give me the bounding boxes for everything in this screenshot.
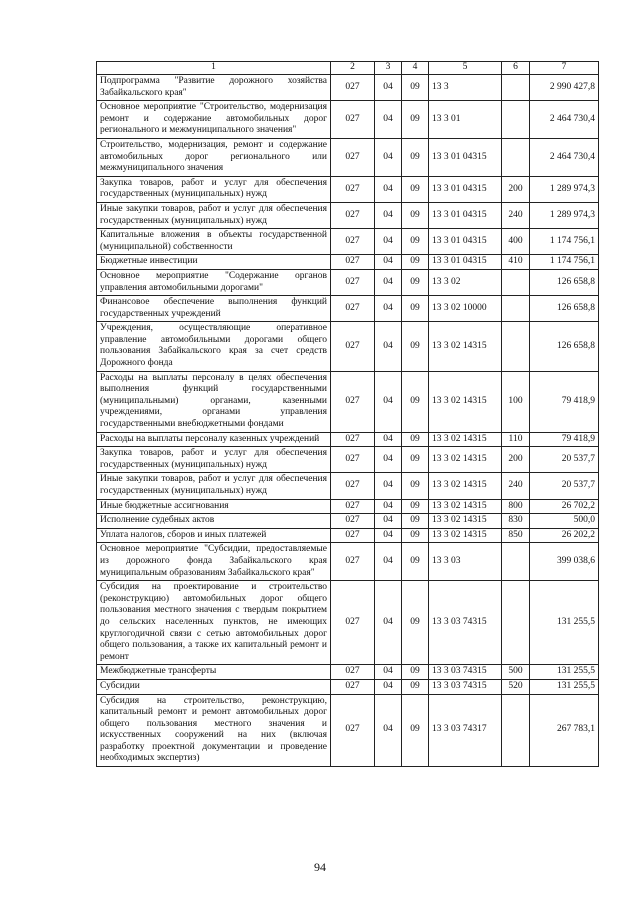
- header-cell: 1: [97, 62, 331, 75]
- subsection-code-cell: 09: [402, 473, 429, 499]
- row-name-cell: Основное мероприятие "Строительство, модернизация ремонт и содержание автомобильных дорог регионального и межмуниципального значения": [97, 101, 331, 139]
- chapter-code-cell: 027: [331, 581, 375, 665]
- section-code-cell: 04: [375, 75, 402, 101]
- chapter-code-cell: 027: [331, 543, 375, 581]
- row-name-cell: Закупка товаров, работ и услуг для обеспечения государственных (муниципальных) нужд: [97, 447, 331, 473]
- target-article-cell: 13 3 02 10000: [429, 296, 502, 322]
- target-article-cell: 13 3 01 04315: [429, 138, 502, 176]
- expense-type-cell: 200: [502, 176, 530, 202]
- amount-cell: 126 658,8: [530, 296, 599, 322]
- target-article-cell: 13 3 02 14315: [429, 371, 502, 432]
- header-cell: 3: [375, 62, 402, 75]
- chapter-code-cell: 027: [331, 499, 375, 514]
- chapter-code-cell: 027: [331, 447, 375, 473]
- section-code-cell: 04: [375, 229, 402, 255]
- section-code-cell: 04: [375, 694, 402, 767]
- table-row: [97, 269, 599, 295]
- row-name-cell: Субсидии: [97, 679, 331, 694]
- row-name-cell: Межбюджетные трансферты: [97, 665, 331, 680]
- table-row: [97, 473, 599, 499]
- amount-cell: 1 289 974,3: [530, 202, 599, 228]
- table-row: [97, 75, 599, 101]
- chapter-code-cell: 027: [331, 665, 375, 680]
- amount-cell: 26 702,2: [530, 499, 599, 514]
- amount-cell: 500,0: [530, 514, 599, 529]
- table-row: [97, 432, 599, 447]
- chapter-code-cell: 027: [331, 371, 375, 432]
- section-code-cell: 04: [375, 432, 402, 447]
- table-row: [97, 447, 599, 473]
- row-name-cell: Бюджетные инвестиции: [97, 255, 331, 270]
- chapter-code-cell: 027: [331, 322, 375, 371]
- chapter-code-cell: 027: [331, 202, 375, 228]
- expense-type-cell: [502, 296, 530, 322]
- target-article-cell: 13 3 02 14315: [429, 322, 502, 371]
- section-code-cell: 04: [375, 322, 402, 371]
- section-code-cell: 04: [375, 371, 402, 432]
- expense-type-cell: [502, 101, 530, 139]
- table-row: [97, 322, 599, 371]
- expense-type-cell: 520: [502, 679, 530, 694]
- chapter-code-cell: 027: [331, 528, 375, 543]
- amount-cell: 26 202,2: [530, 528, 599, 543]
- row-name-cell: Учреждения, осуществляющие оперативное управление автомобильными дорогами общего пользования Забайкальского края за счет средств Дорожного фонда: [97, 322, 331, 371]
- expense-type-cell: [502, 543, 530, 581]
- expense-type-cell: [502, 138, 530, 176]
- row-name-cell: Основное мероприятие "Субсидии, предоставляемые из дорожного фонда Забайкальского края муниципальным образованиям Забайкальского края": [97, 543, 331, 581]
- amount-cell: 399 038,6: [530, 543, 599, 581]
- target-article-cell: 13 3 03: [429, 543, 502, 581]
- expense-type-cell: [502, 322, 530, 371]
- subsection-code-cell: 09: [402, 296, 429, 322]
- table-row: [97, 202, 599, 228]
- expense-type-cell: [502, 269, 530, 295]
- subsection-code-cell: 09: [402, 371, 429, 432]
- target-article-cell: 13 3 02 14315: [429, 514, 502, 529]
- expense-type-cell: 200: [502, 447, 530, 473]
- subsection-code-cell: 09: [402, 322, 429, 371]
- expense-type-cell: 110: [502, 432, 530, 447]
- section-code-cell: 04: [375, 255, 402, 270]
- amount-cell: 1 174 756,1: [530, 255, 599, 270]
- page-number: 94: [314, 860, 326, 874]
- section-code-cell: 04: [375, 296, 402, 322]
- amount-cell: 131 255,5: [530, 679, 599, 694]
- subsection-code-cell: 09: [402, 679, 429, 694]
- row-name-cell: Иные закупки товаров, работ и услуг для обеспечения государственных (муниципальных) нужд: [97, 473, 331, 499]
- target-article-cell: 13 3 02 14315: [429, 447, 502, 473]
- target-article-cell: 13 3 01 04315: [429, 255, 502, 270]
- subsection-code-cell: 09: [402, 138, 429, 176]
- section-code-cell: 04: [375, 101, 402, 139]
- chapter-code-cell: 027: [331, 75, 375, 101]
- target-article-cell: 13 3 01 04315: [429, 229, 502, 255]
- subsection-code-cell: 09: [402, 528, 429, 543]
- section-code-cell: 04: [375, 473, 402, 499]
- subsection-code-cell: 09: [402, 581, 429, 665]
- table-row: [97, 528, 599, 543]
- target-article-cell: 13 3 02 14315: [429, 528, 502, 543]
- expense-type-cell: [502, 75, 530, 101]
- section-code-cell: 04: [375, 514, 402, 529]
- chapter-code-cell: 027: [331, 296, 375, 322]
- expense-type-cell: 500: [502, 665, 530, 680]
- table-row: [97, 694, 599, 767]
- row-name-cell: Расходы на выплаты персоналу казенных учреждений: [97, 432, 331, 447]
- row-name-cell: Финансовое обеспечение выполнения функций государственных учреждений: [97, 296, 331, 322]
- chapter-code-cell: 027: [331, 176, 375, 202]
- table-row: [97, 679, 599, 694]
- expense-type-cell: [502, 581, 530, 665]
- target-article-cell: 13 3 03 74315: [429, 679, 502, 694]
- table-row: [97, 514, 599, 529]
- table-row: [97, 499, 599, 514]
- target-article-cell: 13 3 02 14315: [429, 499, 502, 514]
- row-name-cell: Капитальные вложения в объекты государственной (муниципальной) собственности: [97, 229, 331, 255]
- table-row: [97, 138, 599, 176]
- table-row: [97, 581, 599, 665]
- amount-cell: 126 658,8: [530, 269, 599, 295]
- chapter-code-cell: 027: [331, 269, 375, 295]
- expense-type-cell: 850: [502, 528, 530, 543]
- header-cell: 4: [402, 62, 429, 75]
- table-row: [97, 255, 599, 270]
- table-body: [97, 75, 599, 767]
- header-cell: 2: [331, 62, 375, 75]
- expense-type-cell: 830: [502, 514, 530, 529]
- table-row: [97, 665, 599, 680]
- budget-table: [96, 61, 599, 767]
- amount-cell: 79 418,9: [530, 371, 599, 432]
- subsection-code-cell: 09: [402, 202, 429, 228]
- expense-type-cell: 800: [502, 499, 530, 514]
- subsection-code-cell: 09: [402, 694, 429, 767]
- subsection-code-cell: 09: [402, 75, 429, 101]
- chapter-code-cell: 027: [331, 101, 375, 139]
- target-article-cell: 13 3 01 04315: [429, 202, 502, 228]
- row-name-cell: Строительство, модернизация, ремонт и содержание автомобильных дорог регионального или межмуниципального значения: [97, 138, 331, 176]
- header-cell: 6: [502, 62, 530, 75]
- amount-cell: 131 255,5: [530, 581, 599, 665]
- subsection-code-cell: 09: [402, 665, 429, 680]
- row-name-cell: Субсидия на строительство, реконструкцию, капитальный ремонт и ремонт автомобильных дорог общего пользования местного значения и искусственных сооружений на них (включая разработку проектной документации и проведение необходимых экспертиз): [97, 694, 331, 767]
- row-name-cell: Основное мероприятие "Содержание органов управления автомобильными дорогами": [97, 269, 331, 295]
- subsection-code-cell: 09: [402, 101, 429, 139]
- chapter-code-cell: 027: [331, 473, 375, 499]
- row-name-cell: Иные закупки товаров, работ и услуг для обеспечения государственных (муниципальных) нужд: [97, 202, 331, 228]
- chapter-code-cell: 027: [331, 514, 375, 529]
- subsection-code-cell: 09: [402, 229, 429, 255]
- section-code-cell: 04: [375, 138, 402, 176]
- target-article-cell: 13 3: [429, 75, 502, 101]
- row-name-cell: Подпрограмма "Развитие дорожного хозяйства Забайкальского края": [97, 75, 331, 101]
- subsection-code-cell: 09: [402, 269, 429, 295]
- target-article-cell: 13 3 02: [429, 269, 502, 295]
- target-article-cell: 13 3 02 14315: [429, 473, 502, 499]
- row-name-cell: Закупка товаров, работ и услуг для обеспечения государственных (муниципальных) нужд: [97, 176, 331, 202]
- target-article-cell: 13 3 01 04315: [429, 176, 502, 202]
- section-code-cell: 04: [375, 269, 402, 295]
- subsection-code-cell: 09: [402, 514, 429, 529]
- amount-cell: 2 464 730,4: [530, 138, 599, 176]
- subsection-code-cell: 09: [402, 176, 429, 202]
- chapter-code-cell: 027: [331, 229, 375, 255]
- section-code-cell: 04: [375, 176, 402, 202]
- amount-cell: 20 537,7: [530, 473, 599, 499]
- section-code-cell: 04: [375, 202, 402, 228]
- header-cell: 5: [429, 62, 502, 75]
- row-name-cell: Исполнение судебных актов: [97, 514, 331, 529]
- section-code-cell: 04: [375, 543, 402, 581]
- amount-cell: 126 658,8: [530, 322, 599, 371]
- chapter-code-cell: 027: [331, 138, 375, 176]
- section-code-cell: 04: [375, 499, 402, 514]
- expense-type-cell: 400: [502, 229, 530, 255]
- amount-cell: 2 464 730,4: [530, 101, 599, 139]
- amount-cell: 1 174 756,1: [530, 229, 599, 255]
- expense-type-cell: [502, 694, 530, 767]
- target-article-cell: 13 3 03 74315: [429, 581, 502, 665]
- section-code-cell: 04: [375, 447, 402, 473]
- expense-type-cell: 240: [502, 473, 530, 499]
- amount-cell: 2 990 427,8: [530, 75, 599, 101]
- target-article-cell: 13 3 01: [429, 101, 502, 139]
- table-row: [97, 543, 599, 581]
- table-row: [97, 101, 599, 139]
- section-code-cell: 04: [375, 581, 402, 665]
- chapter-code-cell: 027: [331, 679, 375, 694]
- amount-cell: 79 418,9: [530, 432, 599, 447]
- row-name-cell: Субсидия на проектирование и строительство (реконструкцию) автомобильных дорог общего пользования местного значения с твердым покрытием до сельских населенных пунктов, не имеющих круглогодичной связи с сетью автомобильных дорог общего пользования, а также их капитальный ремонт и ремонт: [97, 581, 331, 665]
- target-article-cell: 13 3 02 14315: [429, 432, 502, 447]
- amount-cell: 267 783,1: [530, 694, 599, 767]
- target-article-cell: 13 3 03 74315: [429, 665, 502, 680]
- section-code-cell: 04: [375, 528, 402, 543]
- section-code-cell: 04: [375, 679, 402, 694]
- row-name-cell: Уплата налогов, сборов и иных платежей: [97, 528, 331, 543]
- amount-cell: 1 289 974,3: [530, 176, 599, 202]
- expense-type-cell: 100: [502, 371, 530, 432]
- header-row: [97, 62, 599, 75]
- section-code-cell: 04: [375, 665, 402, 680]
- chapter-code-cell: 027: [331, 432, 375, 447]
- subsection-code-cell: 09: [402, 543, 429, 581]
- table-row: [97, 371, 599, 432]
- subsection-code-cell: 09: [402, 432, 429, 447]
- table-row: [97, 176, 599, 202]
- subsection-code-cell: 09: [402, 499, 429, 514]
- table-row: [97, 229, 599, 255]
- row-name-cell: Иные бюджетные ассигнования: [97, 499, 331, 514]
- subsection-code-cell: 09: [402, 447, 429, 473]
- header-cell: 7: [530, 62, 599, 75]
- chapter-code-cell: 027: [331, 694, 375, 767]
- target-article-cell: 13 3 03 74317: [429, 694, 502, 767]
- expense-type-cell: 240: [502, 202, 530, 228]
- subsection-code-cell: 09: [402, 255, 429, 270]
- row-name-cell: Расходы на выплаты персоналу в целях обеспечения выполнения функций государственными (муниципальными) органами, казенными учреждениями, органами управления государственными внебюджетными фондами: [97, 371, 331, 432]
- table-row: [97, 296, 599, 322]
- expense-type-cell: 410: [502, 255, 530, 270]
- chapter-code-cell: 027: [331, 255, 375, 270]
- amount-cell: 20 537,7: [530, 447, 599, 473]
- amount-cell: 131 255,5: [530, 665, 599, 680]
